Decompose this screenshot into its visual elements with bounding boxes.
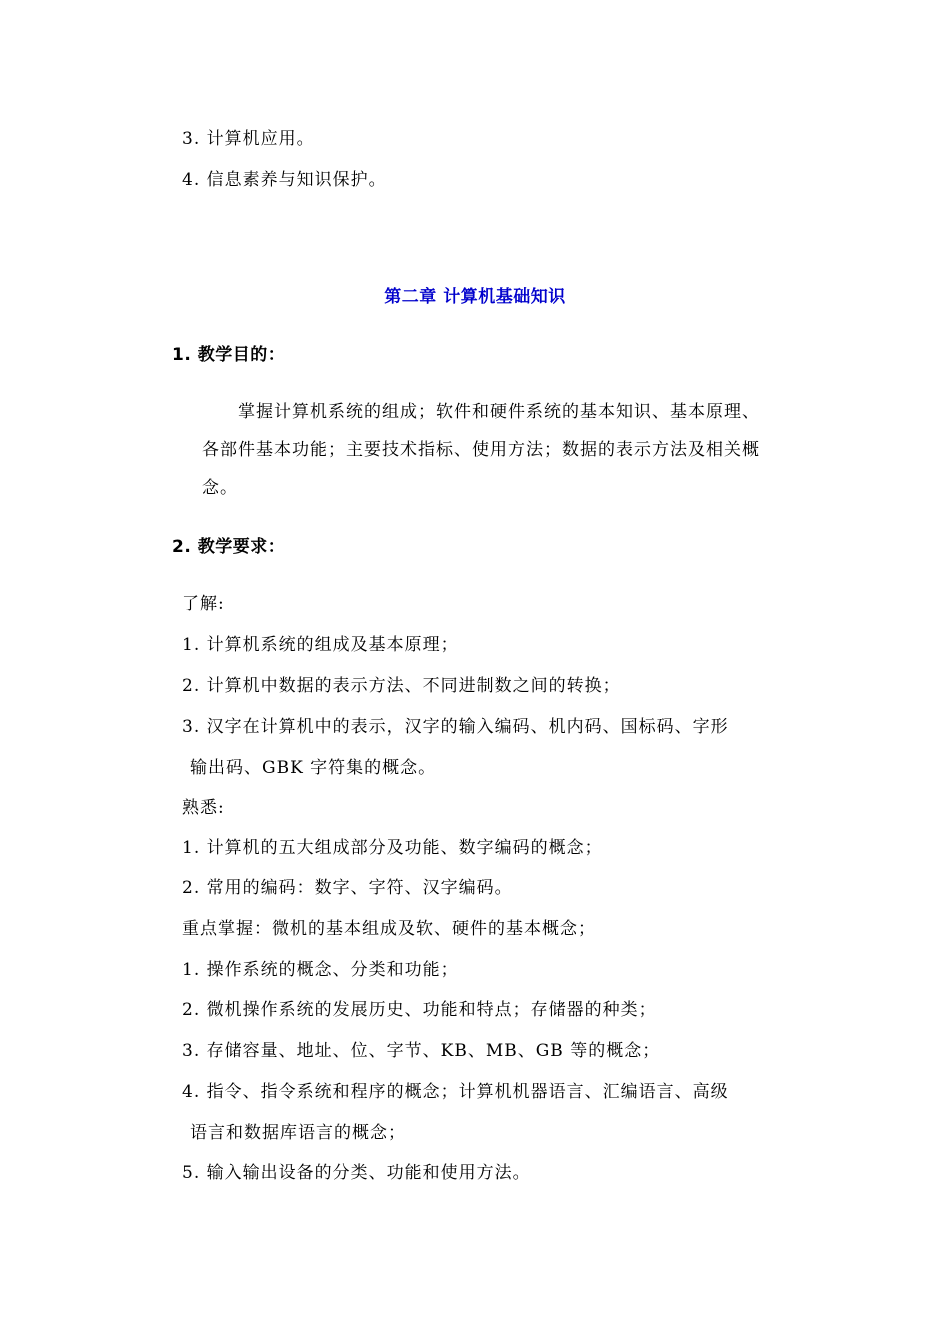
list-item: 3. 汉字在计算机中的表示，汉字的输入编码、机内码、国标码、字形 (182, 717, 729, 737)
chapter-title: 第二章 计算机基础知识 (384, 287, 566, 307)
section-heading-requirements: 2. 教学要求： (172, 537, 286, 557)
purpose-paragraph-line: 掌握计算机系统的组成；软件和硬件系统的基本知识、基本原理、 (238, 402, 760, 422)
list-item-continuation: 语言和数据库语言的概念； (190, 1123, 406, 1143)
familiar-label: 熟悉: (182, 798, 225, 818)
list-item: 2. 常用的编码：数字、字符、汉字编码。 (182, 878, 513, 898)
list-item: 4. 信息素养与知识保护。 (182, 170, 387, 190)
list-item-continuation: 输出码、GBK 字符集的概念。 (190, 758, 437, 778)
understand-label: 了解: (182, 594, 225, 614)
list-item: 2. 计算机中数据的表示方法、不同进制数之间的转换； (182, 676, 621, 696)
list-item: 4. 指令、指令系统和程序的概念；计算机机器语言、汇编语言、高级 (182, 1082, 729, 1102)
list-item: 3. 存储容量、地址、位、字节、KB、MB、GB 等的概念； (182, 1041, 661, 1061)
list-item: 1. 操作系统的概念、分类和功能； (182, 960, 459, 980)
list-item: 1. 计算机系统的组成及基本原理； (182, 635, 459, 655)
purpose-paragraph-line: 念。 (202, 478, 238, 498)
list-item: 2. 微机操作系统的发展历史、功能和特点；存储器的种类； (182, 1000, 657, 1020)
list-item: 3. 计算机应用。 (182, 129, 315, 149)
list-item: 1. 计算机的五大组成部分及功能、数字编码的概念； (182, 838, 603, 858)
purpose-paragraph-line: 各部件基本功能；主要技术指标、使用方法；数据的表示方法及相关概 (202, 440, 760, 460)
list-item: 5. 输入输出设备的分类、功能和使用方法。 (182, 1163, 531, 1183)
section-heading-purpose: 1. 教学目的： (172, 345, 286, 365)
master-label: 重点掌握：微机的基本组成及软、硬件的基本概念； (182, 919, 596, 939)
